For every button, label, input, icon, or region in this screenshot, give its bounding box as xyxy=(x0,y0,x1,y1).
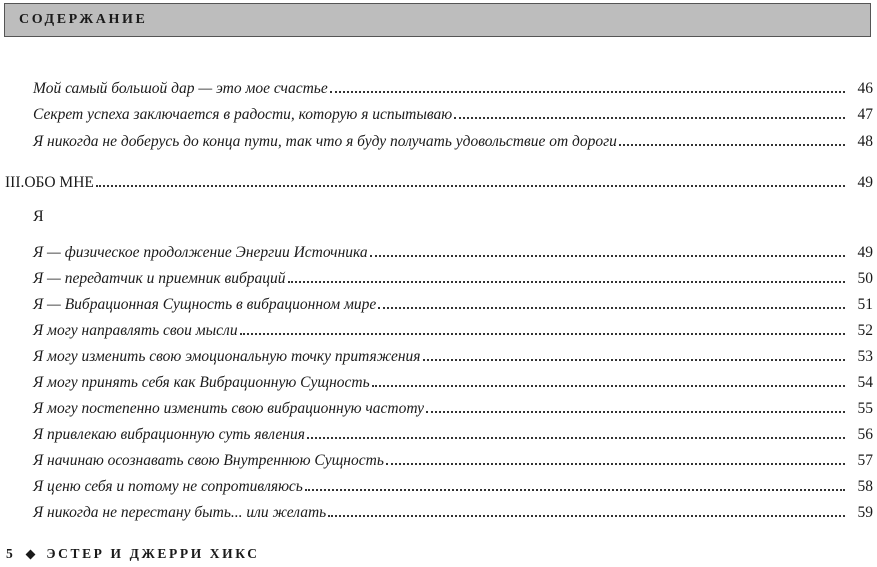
toc-entry[interactable] xyxy=(33,475,873,497)
toc-entry[interactable] xyxy=(33,371,873,393)
toc-page-number: 53 xyxy=(857,348,873,365)
toc-entry-label: Я могу изменить свою эмоциональную точку притяжения xyxy=(33,348,421,365)
page-footer xyxy=(6,546,260,562)
toc-page-number: 57 xyxy=(857,452,873,469)
toc-page-number: 49 xyxy=(857,174,873,191)
toc-entry[interactable] xyxy=(33,103,873,125)
footer-page-number: 5 xyxy=(6,546,16,561)
toc-entry-label: Секрет успеха заключается в радости, которую я испытываю xyxy=(33,106,453,123)
toc-entry[interactable] xyxy=(33,449,873,471)
dot-leader xyxy=(307,423,845,439)
toc-entry[interactable] xyxy=(33,345,873,367)
dot-leader xyxy=(426,397,845,413)
dot-leader xyxy=(288,267,846,283)
dot-leader xyxy=(423,345,846,361)
dot-leader xyxy=(240,319,845,335)
toc-page-number: 56 xyxy=(857,426,873,443)
dot-leader xyxy=(454,103,845,119)
toc-part-entry[interactable] xyxy=(5,171,873,193)
toc-entry-label: Я могу принять себя как Вибрационную Сущность xyxy=(33,374,370,391)
dot-leader xyxy=(330,77,845,93)
dot-leader xyxy=(619,130,845,146)
toc-page-number: 52 xyxy=(857,322,873,339)
toc-entry-label: Мой самый большой дар — это мое счастье xyxy=(33,80,328,97)
dot-leader xyxy=(372,371,845,387)
toc-entry[interactable] xyxy=(33,293,873,315)
toc-entry[interactable] xyxy=(33,77,873,99)
toc-entry[interactable] xyxy=(33,130,873,152)
toc-page-number: 59 xyxy=(857,504,873,521)
page-title: СОДЕРЖАНИЕ xyxy=(19,12,148,27)
toc-entry-label: Я никогда не перестану быть... или желать xyxy=(33,504,327,521)
toc-entry-label: Я могу постепенно изменить свою вибрационную частоту xyxy=(33,400,425,417)
toc-part-label: III.ОБО МНЕ xyxy=(5,174,94,191)
dot-leader xyxy=(328,501,845,517)
toc-entry[interactable] xyxy=(33,319,873,341)
dot-leader xyxy=(370,241,845,257)
toc-page-number: 47 xyxy=(857,106,873,123)
running-title: ЭСТЕР И ДЖЕРРИ ХИКС xyxy=(46,546,260,561)
toc-entry[interactable] xyxy=(33,423,873,445)
toc-entry[interactable] xyxy=(33,241,873,263)
toc-entry-label: Я — передатчик и приемник вибраций xyxy=(33,270,286,287)
section-header xyxy=(4,3,871,37)
toc-entry-label: Я никогда не доберусь до конца пути, так что я буду получать удовольствие от дороги xyxy=(33,133,617,150)
dot-leader xyxy=(386,449,845,465)
toc-page-number: 50 xyxy=(857,270,873,287)
toc-entry-label: Я — физическое продолжение Энергии Источника xyxy=(33,244,368,261)
toc-page-number: 49 xyxy=(857,244,873,261)
toc-page-number: 58 xyxy=(857,478,873,495)
toc-entry-label: Я могу направлять свои мысли xyxy=(33,322,238,339)
toc-subheading: Я xyxy=(33,208,44,225)
dot-leader xyxy=(96,171,845,187)
toc-page-number: 51 xyxy=(857,296,873,313)
toc-entry-label: Я начинаю осознавать свою Внутреннюю Сущность xyxy=(33,452,384,469)
toc-entry[interactable] xyxy=(33,397,873,419)
toc-page-number: 48 xyxy=(857,133,873,150)
toc-entry-label: Я ценю себя и потому не сопротивляюсь xyxy=(33,478,303,495)
dot-leader xyxy=(378,293,845,309)
toc-entry-label: Я привлекаю вибрационную суть явления xyxy=(33,426,305,443)
toc-page-number: 46 xyxy=(857,80,873,97)
toc-entry[interactable] xyxy=(33,501,873,523)
toc-page-number: 54 xyxy=(857,374,873,391)
dot-leader xyxy=(305,475,845,491)
diamond-icon xyxy=(26,549,36,559)
toc-entry-label: Я — Вибрационная Сущность в вибрационном мире xyxy=(33,296,377,313)
toc-page-number: 55 xyxy=(857,400,873,417)
toc-entry[interactable] xyxy=(33,267,873,289)
